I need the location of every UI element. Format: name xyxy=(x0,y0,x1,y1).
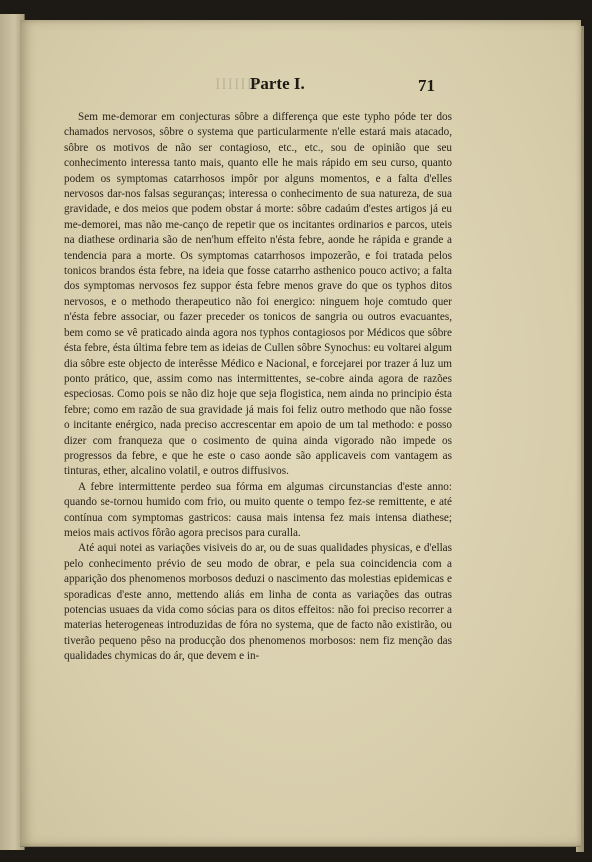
paragraph: Até aqui notei as variações visiveis do ar, ou de suas qualidades physicas, e d'ellas pelo conhecimento prévio de seu modo de obrar, e pela sua coincidencia com a apparição dos phenomenos morbosos deduzi o nascimento das molestias epidemicas e sporadicas d'este anno, mettendo aliás em linha de conta as variações das outras potencias usuaes da vida como sócias para os ditos effeitos: não foi preciso recorrer a materias heterogeneas introduzidas de fóra no systema, que de facto não existirão, ou tiverão pequeno pêso na producção dos phenomenos morbosos: nem fiz menção das qualidades chymicas do ár, que devem e in- xyxy=(64,542,452,663)
page-number: 71 xyxy=(418,76,435,95)
bleed-through-text: IIIIIII xyxy=(214,76,259,93)
running-header: Parte I. xyxy=(250,74,305,93)
body-text xyxy=(64,110,452,665)
paragraph: Sem me-demorar em conjecturas sôbre a differença que este typho póde ter dos chamados nervosos, sôbre o systema que particularmente n'elle estará mais atacado, sôbre os motivos de não ser contagioso, etc., etc., sou de opinião que seu conhecimento interessa tanto mais, quanto elle he mais rápido em seu curso, quanto podem os symptomas catarrhosos impôr por alguns momentos, e a falta d'elles nervosos dar-nos falsas seguranças; interessa o conhecimento de sua natureza, de sua gravidade, e dos meios que podem obstar á morte: sôbre cadaúm d'estes artigos já eu me-demorei, mas não me-canço de repetir que os incitantes ordinarios e parcos, uteis na diathese ordinaria são de nen'hum effeito n'ésta febre, aonde he rápida e grande a tendencia para a morte. Os symptomas catarrhosos impozerão, e foi tratada pelos tonicos brandos ésta febre, na ideia que fosse catarrho asthenico pouco activo; a falta dos symptomas nervosos fez suppor ésta febre menos grave do que os typhos ditos nervosos, e o methodo therapeutico não foi energico: ninguem hoje comtudo quer n'ésta febre associar, ou fazer preceder os tonicos de sangria ou outros evacuantes, bem como se vê praticado ainda agora nos typhos contagiosos por Médicos que sôbre ésta febre, ésta última febre tem as ideias de Cullen sôbre Synochus: eu voltarei algum dia sôbre este objecto de interêsse Médico e Nacional, e forcejarei por trazer á luz um ponto prático, que, assim como nas intermittentes, se-cobre ainda agora de razões especiosas. Como pois se não diz hoje que seja flogistica, nem ainda no principio ésta febre; como em razão de sua gravidade já mais foi feliz outro methodo que não fosse o incitante enérgico, nada preciso accrescentar em apoio de um tal methodo: e posso dizer com franqueza que o cosimento de quina ainda vigorado não impede os progressos da febre, e que he este o caso aonde são applicaveis com vantagem as tinturas, ether, alcalino volatil, e outros diffusivos. xyxy=(64,111,452,478)
paragraph: A febre intermittente perdeo sua fórma em algumas circunstancias d'este anno: quando se-tornou humido com frio, ou muito quente o tempo fez-se remittente, e até contínua com symptomas gastricos: causa mais intensa fez mais intensa diathese; meios mais activos fôrão agora precisos para curalla. xyxy=(64,480,452,539)
